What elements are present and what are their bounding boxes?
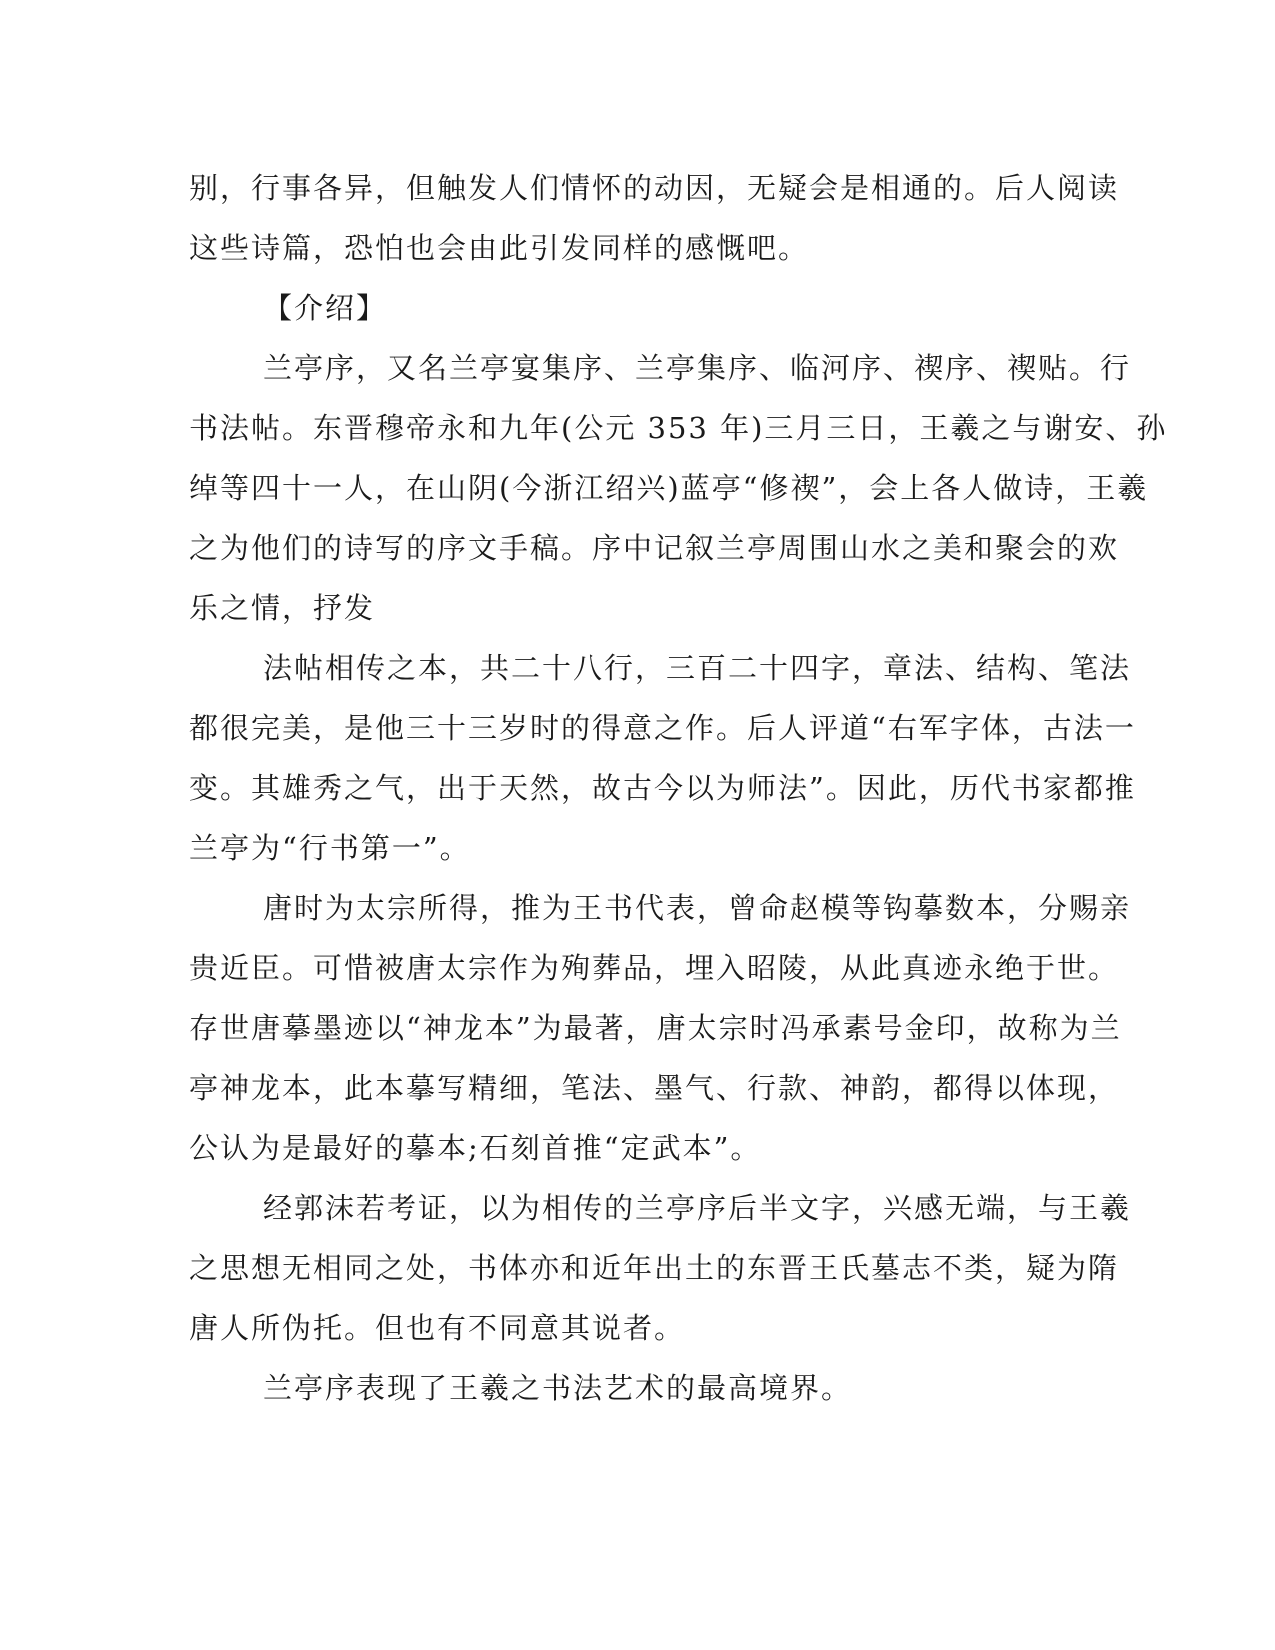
text-line: 变。其雄秀之气，出于天然，故古今以为师法”。因此，历代书家都推: [189, 771, 1136, 805]
text-line: 亭神龙本，此本摹写精细，笔法、墨气、行款、神韵，都得以体现，: [189, 1071, 1120, 1105]
text-line: 贵近臣。可惜被唐太宗作为殉葬品，埋入昭陵，从此真迹永绝于世。: [189, 951, 1120, 985]
text-line: 书法帖。东晋穆帝永和九年(公元 353 年)三月三日，王羲之与谢安、孙: [189, 411, 1168, 445]
text-line: 存世唐摹墨迹以“神龙本”为最著，唐太宗时冯承素号金印，故称为兰: [189, 1011, 1122, 1045]
text-line: 之为他们的诗写的序文手稿。序中记叙兰亭周围山水之美和聚会的欢: [189, 531, 1120, 565]
text-line: 别，行事各异，但触发人们情怀的动因，无疑会是相通的。后人阅读: [189, 171, 1120, 205]
text-line: 都很完美，是他三十三岁时的得意之作。后人评道“右军字体，古法一: [189, 711, 1136, 745]
text-line: 兰亭序，又名兰亭宴集序、兰亭集序、临河序、禊序、禊贴。行: [263, 351, 1132, 385]
document-body: [189, 158, 1168, 1418]
text-line: 乐之情，抒发: [189, 591, 376, 625]
text-line: 法帖相传之本，共二十八行，三百二十四字，章法、结构、笔法: [263, 651, 1132, 685]
text-line: 兰亭为“行书第一”。: [189, 831, 471, 865]
text-line: 经郭沫若考证，以为相传的兰亭序后半文字，兴感无端，与王羲: [263, 1191, 1132, 1225]
section-heading: 【介绍】: [263, 291, 388, 325]
text-line: 绰等四十一人，在山阴(今浙江绍兴)蓝亭“修禊”，会上各人做诗，王羲: [189, 471, 1149, 505]
text-line: 这些诗篇，恐怕也会由此引发同样的感慨吧。: [189, 231, 810, 265]
text-line: 之思想无相同之处，书体亦和近年出土的东晋王氏墓志不类，疑为隋: [189, 1251, 1120, 1285]
text-line: 唐时为太宗所得，推为王书代表，曾命赵模等钩摹数本，分赐亲: [263, 891, 1132, 925]
text-line: 公认为是最好的摹本;石刻首推“定武本”。: [189, 1131, 762, 1165]
text-line: 兰亭序表现了王羲之书法艺术的最高境界。: [263, 1371, 853, 1405]
text-line: 唐人所伪托。但也有不同意其说者。: [189, 1311, 686, 1345]
